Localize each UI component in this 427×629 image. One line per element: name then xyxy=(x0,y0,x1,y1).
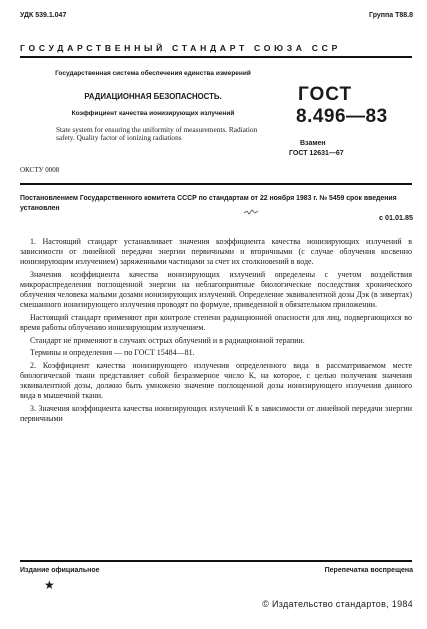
star-icon: ★ xyxy=(44,578,55,592)
middle-divider xyxy=(20,183,412,185)
replaced-standard: ГОСТ 12631—67 xyxy=(289,150,344,157)
gost-label: ГОСТ xyxy=(298,84,353,105)
official-edition-label: Издание официальное xyxy=(20,567,100,574)
paragraph: 3. Значения коэффициента качества ионизирующих излучений К в зависимости от линейной передачи энергии первичными xyxy=(20,403,412,423)
top-divider xyxy=(20,56,412,58)
ink-mark xyxy=(243,208,259,216)
measurement-system-title: Государственная система обеспечения единства измерений xyxy=(55,70,251,77)
replaced-label: Взамен xyxy=(300,140,326,147)
subject-title: РАДИАЦИОННАЯ БЕЗОПАСНОСТЬ. xyxy=(84,92,222,101)
english-title: State system for ensuring the uniformity of measurements. Radiation safety. Quality factor of ionizing radiations xyxy=(56,125,258,143)
paragraph: Стандарт не применяют в случаях острых облучений и в радиационной терапии. xyxy=(30,335,305,345)
gost-number: 8.496—83 xyxy=(296,106,388,127)
standard-title: ГОСУДАРСТВЕННЫЙ СТАНДАРТ СОЮЗА ССР xyxy=(20,43,342,53)
udk-code: УДК 539.1.047 xyxy=(20,12,67,19)
paragraph: 2. Коэффициент качества ионизирующего излучения определенного вида в рассматриваемом месте биологической ткани представляет собой безразмерное число К, на которое, с целью получения значения эквивалентной дозы, должно быть умножено значение поглощенной дозы ионизирующего излучения данного вида в мышечной ткани. xyxy=(20,360,412,401)
reprint-notice: Перепечатка воспрещена xyxy=(324,567,413,574)
body-text xyxy=(20,237,412,426)
effective-date: с 01.01.85 xyxy=(379,213,413,222)
paragraph: Значения коэффициента качества ионизирующих излучений определены с учетом воздействия микрораспределения поглощенной энергии на неблагоприятные биологические последствия хронического облучения человека малыми дозами ионизирующих излучений. Определение эквивалентной дозы Дэк (в зивертах) смешанного ионизирующего излучения проводят по формуле, приведенной в обязательном приложении. xyxy=(20,269,412,310)
copyright-notice: © Издательство стандартов, 1984 xyxy=(262,599,413,609)
decree-text: Постановлением Государственного комитета СССР по стандартам от 22 ноября 1983 г. № 5459 срок введения установлен xyxy=(20,195,397,212)
paragraph: Настоящий стандарт применяют при контроле степени радиационной опасности для лиц, подвергающихся во время работы облучению ионизирующим излучением. xyxy=(20,312,412,333)
subject-subtitle: Коэффициент качества ионизирующих излучений xyxy=(71,110,235,117)
paragraph: 1. Настоящий стандарт устанавливает значения коэффициента качества ионизирующих излучений в зависимости от линейной передачи энергии первичными и вторичными (с случае облучения косвенно ионизирующим излучением) заряженными частицами за счет их столкновений в воде. xyxy=(20,237,412,267)
okstu-code: ОКСТУ 0008 xyxy=(20,166,60,174)
bottom-divider xyxy=(20,560,412,562)
paragraph: Термины и определения — по ГОСТ 15484—81. xyxy=(30,348,195,358)
group-code: Группа Т88.8 xyxy=(369,12,413,19)
